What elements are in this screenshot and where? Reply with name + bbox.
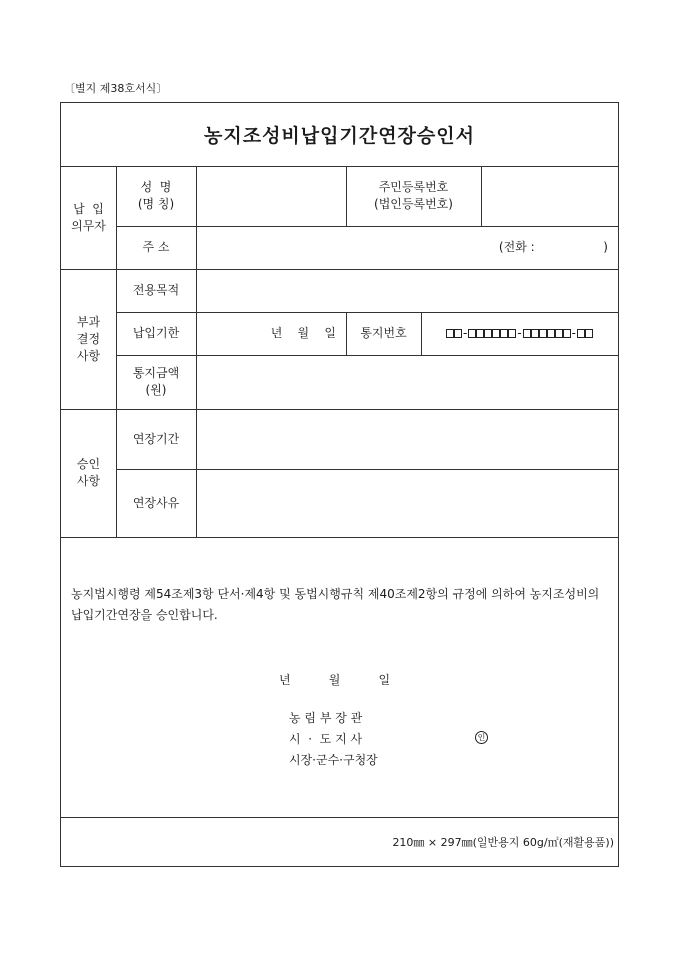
id-number-label: 주민등록번호 (법인등록번호) [374, 180, 453, 211]
notice-number-digit-box[interactable] [508, 329, 516, 338]
id-number-field[interactable] [481, 166, 618, 226]
notice-number-field[interactable] [421, 312, 618, 355]
paper-spec: 210㎜ × 297㎜(일반용지 60g/㎡(재활용품)) [392, 836, 614, 849]
issue-date: 년 월 일 [279, 673, 391, 687]
notice-number-digit-box[interactable] [484, 329, 492, 338]
name-label: 성 명 (명 칭) [137, 180, 175, 211]
notice-number-digit-box[interactable] [500, 329, 508, 338]
address-field[interactable] [196, 226, 618, 269]
extension-period-label: 연장기간 [132, 431, 180, 446]
amount-label: 통지금액 (원) [132, 366, 180, 397]
deadline-label: 납입기한 [132, 326, 180, 340]
notice-number-label: 통지번호 [360, 326, 407, 340]
form-title: 농지조성비납입기간연장승인서 [204, 125, 475, 147]
notice-number-digit-box[interactable] [446, 329, 454, 338]
notice-number-digit-box[interactable] [468, 329, 476, 338]
deadline-date-field[interactable]: 년 월 일 [270, 326, 336, 340]
extension-reason-label: 연장사유 [132, 495, 180, 510]
payer-section-label: 납 입 의무자 [71, 201, 106, 233]
amount-field[interactable] [196, 355, 618, 409]
notice-number-digit-box[interactable] [523, 329, 531, 338]
notice-number-digit-box[interactable] [555, 329, 563, 338]
authority-mayor: 시장·군수·구청장 [289, 753, 378, 767]
levy-section-label: 부과 결정 사항 [76, 314, 101, 363]
address-label: 주 소 [142, 240, 170, 254]
approval-statement: 농지법시행령 제54조제3항 단서·제4항 및 동법시행규칙 제40조제2항의 규정에 의하여 농지조성비의 납입기간연장을 승인합니다. [71, 587, 600, 622]
approval-form [60, 102, 619, 867]
notice-number-dash: - [462, 326, 468, 340]
phone-label: (전화 : ) [498, 240, 608, 254]
notice-number-digit-box[interactable] [547, 329, 555, 338]
notice-number-digit-box[interactable] [585, 329, 593, 338]
authority-governor: 시 · 도 지 사 [289, 732, 363, 746]
notice-number-digit-box[interactable] [539, 329, 547, 338]
purpose-field[interactable] [196, 269, 618, 312]
notice-number-digit-box[interactable] [531, 329, 539, 338]
form-number: 〔별지 제38호서식〕 [64, 82, 168, 95]
notice-number-digit-box[interactable] [577, 329, 585, 338]
extension-period-field[interactable] [196, 409, 618, 469]
approval-section-label: 승인 사항 [76, 457, 101, 488]
notice-number-dash: - [517, 326, 522, 340]
authority-ministry: 농 림 부 장 관 [289, 711, 363, 725]
notice-number-digit-box[interactable] [476, 329, 484, 338]
notice-number-digit-box[interactable] [563, 329, 571, 338]
extension-reason-field[interactable] [196, 469, 618, 537]
purpose-label: 전용목적 [132, 283, 180, 297]
notice-number-dash: - [571, 326, 577, 340]
seal-mark: 인 [475, 731, 488, 744]
name-field[interactable] [196, 166, 346, 226]
notice-number-boxes [446, 325, 593, 342]
notice-number-digit-box[interactable] [492, 329, 500, 338]
notice-number-digit-box[interactable] [454, 329, 462, 338]
